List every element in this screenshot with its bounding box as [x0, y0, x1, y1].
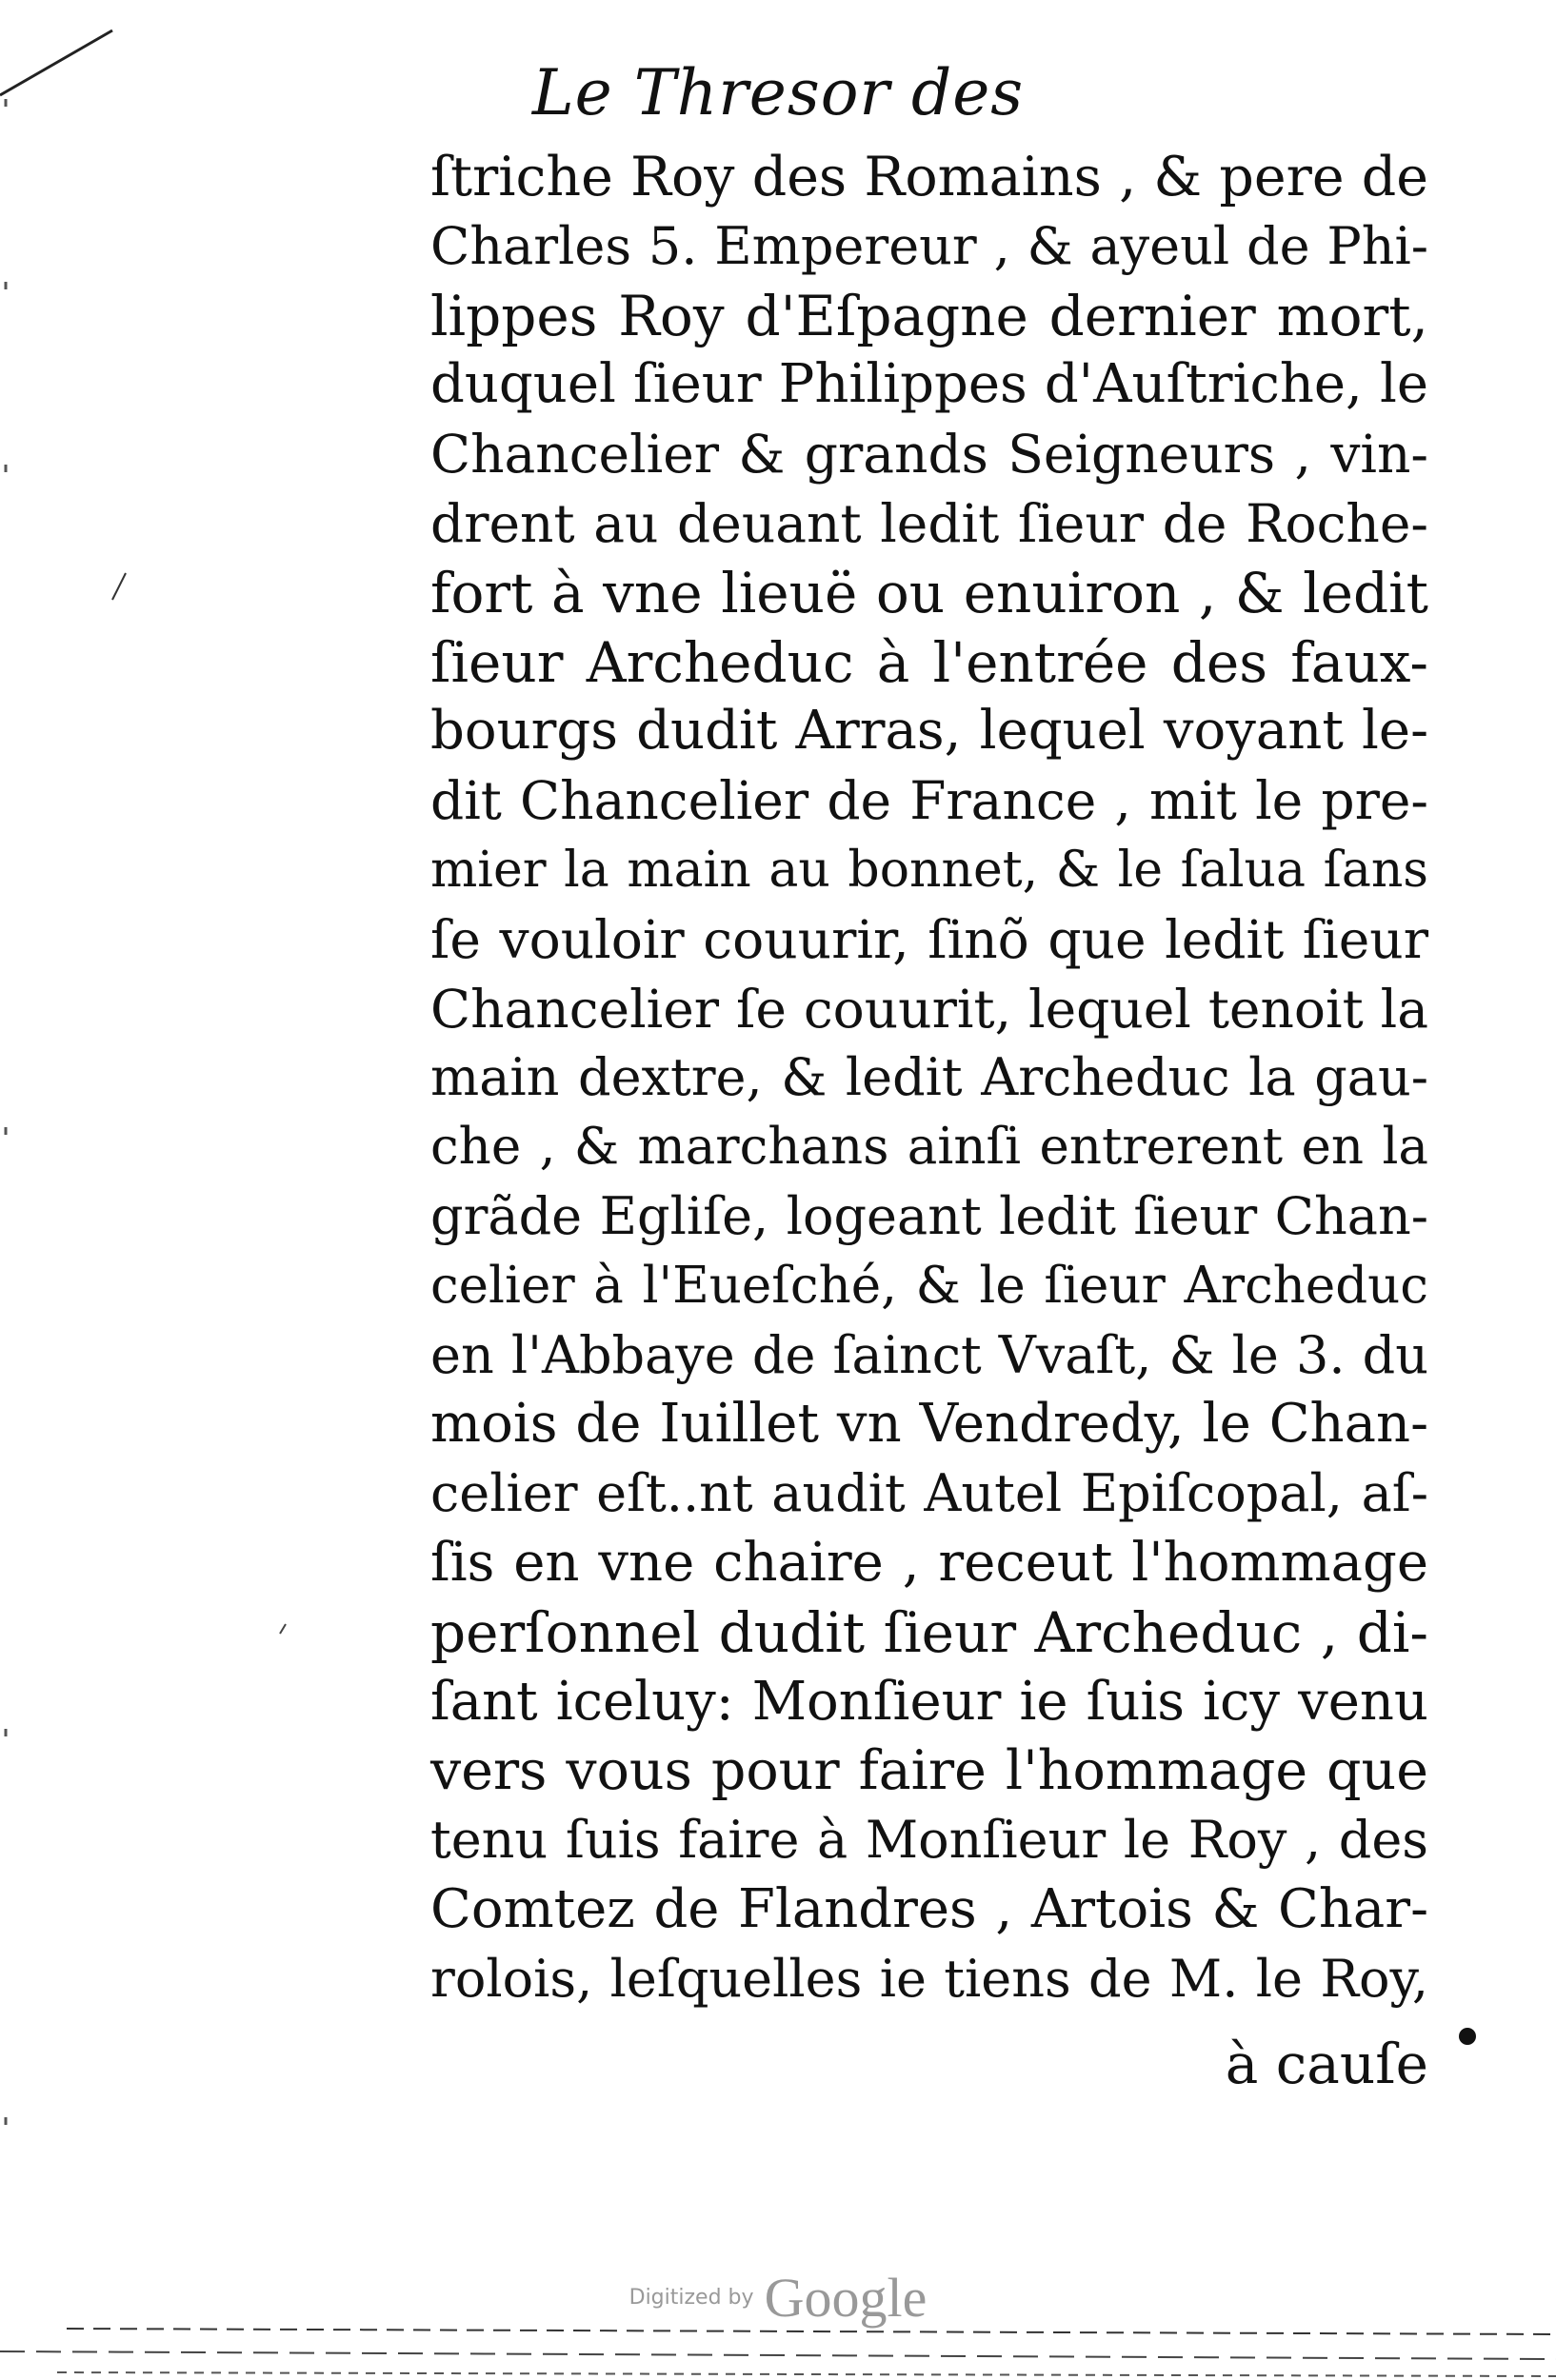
text-line: vers vous pour faire l'hommage que: [430, 1739, 1428, 1803]
catchword: à cauſe: [1225, 2032, 1428, 2096]
text-line: grãde Egliſe, logeant ledit ſieur Chan-: [430, 1185, 1428, 1246]
text-line: celier eſt..nt audit Autel Epiſcopal, aſ-: [430, 1463, 1428, 1524]
google-logo-text: Google: [764, 2267, 928, 2329]
digitized-label: Digitized by: [628, 2286, 754, 2310]
left-margin-tick: [112, 573, 126, 600]
text-line: tenu ſuis faire à Monſieur le Roy , des: [430, 1810, 1428, 1871]
text-line: ſant iceluy: Monſieur ie ſuis icy venu: [430, 1670, 1428, 1733]
text-line: dit Chancelier de France , mit le pre-: [430, 770, 1428, 832]
text-line: celier à l'Eueſché, & le ſieur Archeduc: [430, 1256, 1428, 1315]
text-line: ſieur Archeduc à l'entrée des faux-: [430, 629, 1428, 695]
ink-dot: [1459, 2028, 1476, 2045]
digitized-watermark: [0, 2266, 1556, 2330]
text-line: mier la main au bonnet, & le ſalua ſans: [430, 841, 1428, 899]
text-line: duquel ſieur Philippes d'Auſtriche, le: [430, 353, 1428, 416]
text-line: main dextre, & ledit Archeduc la gau-: [430, 1047, 1428, 1108]
text-line: ſe vouloir couurir, ſinõ que ledit ſieur: [430, 908, 1428, 970]
text-line: drent au deuant ledit ſieur de Roche-: [430, 492, 1428, 554]
text-line: fort à vne lieuë ou enuiron , & ledit: [430, 560, 1428, 625]
text-line: rolois, leſquelles ie tiens de M. le Roy,: [430, 1948, 1428, 2009]
bottom-rule-line-2: [0, 2351, 1556, 2359]
bottom-rule-line-3: [57, 2372, 1556, 2376]
running-title: Le Thresor des: [531, 56, 1025, 129]
text-line: Chancelier ſe couurit, lequel tenoit la: [430, 978, 1428, 1040]
text-line: mois de Iuillet vn Vendredy, le Chan-: [430, 1393, 1428, 1456]
text-line: lippes Roy d'Eſpagne dernier mort,: [430, 283, 1428, 348]
text-line: che , & marchans ainſi entrerent en la: [430, 1118, 1428, 1177]
text-line: en l'Abbaye de ſainct Vvaſt, & le 3. du: [430, 1324, 1428, 1385]
text-line: perſonnel dudit ſieur Archeduc , di-: [430, 1599, 1428, 1665]
text-line: Charles 5. Empereur , & ayeul de Phi-: [430, 215, 1428, 276]
text-line: bourgs dudit Arras, lequel voyant le-: [430, 700, 1428, 763]
text-line: ſtriche Roy des Romains , & pere de: [430, 146, 1428, 208]
text-line: Chancelier & grands Seigneurs , vin-: [430, 424, 1428, 486]
text-line: Comtez de Flandres , Artois & Char-: [430, 1877, 1428, 1940]
left-margin-tick-2: [280, 1624, 286, 1634]
text-line: ſis en vne chaire , receut l'hommage: [430, 1531, 1428, 1594]
body-text: [430, 143, 1428, 2014]
